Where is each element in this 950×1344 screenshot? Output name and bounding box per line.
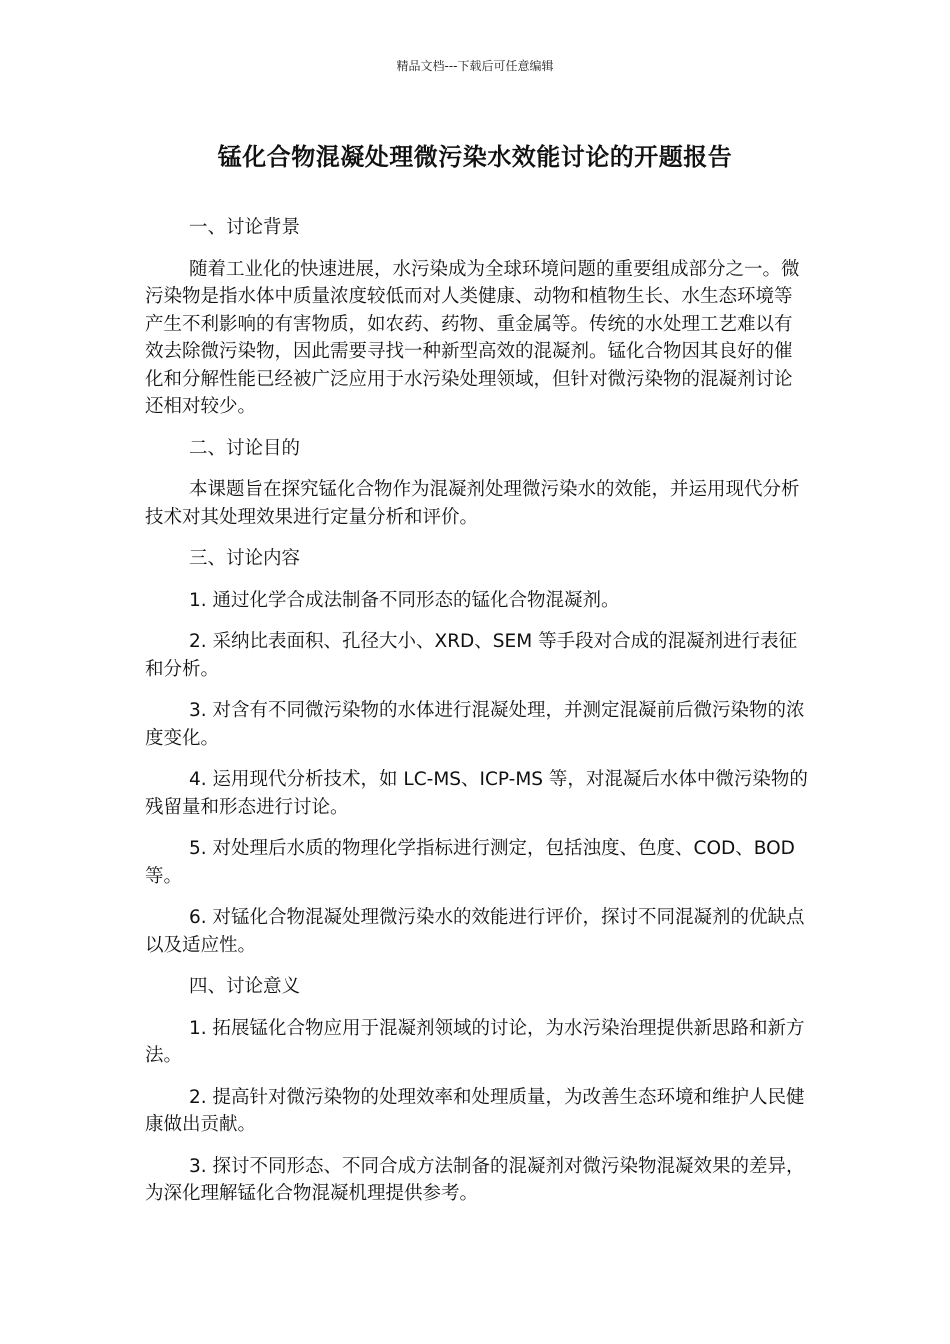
section-heading-purpose: 二、讨论目的 bbox=[189, 437, 301, 459]
content-item-6: 6. 对锰化合物混凝处理微污染水的效能进行评价，探讨不同混凝剂的优缺点以及适应性。 bbox=[145, 907, 805, 956]
significance-item-2: 2. 提高针对微污染物的处理效率和处理质量，为改善生态环境和维护人民健康做出贡献。 bbox=[145, 1086, 805, 1135]
page-header: 精品文档---下载后可任意编辑 bbox=[396, 59, 554, 73]
purpose-paragraph: 本课题旨在探究锰化合物作为混凝剂处理微污染水的效能，并运用现代分析技术对其处理效果进行定量分析和评价。 bbox=[145, 479, 800, 528]
significance-item-1: 1. 拓展锰化合物应用于混凝剂领域的讨论，为水污染治理提供新思路和新方法。 bbox=[145, 1017, 805, 1066]
significance-item-3: 3. 探讨不同形态、不同合成方法制备的混凝剂对微污染物混凝效果的差异，为深化理解锰化合物混凝机理提供参考。 bbox=[145, 1155, 805, 1204]
document-title: 锰化合物混凝处理微污染水效能讨论的开题报告 bbox=[217, 143, 733, 171]
background-paragraph: 随着工业化的快速进展，水污染成为全球环境问题的重要组成部分之一。微污染物是指水体中质量浓度较低而对人类健康、动物和植物生长、水生态环境等产生不利影响的有害物质，如农药、药物、重金属等。传统的水处理工艺难以有效去除微污染物，因此需要寻找一种新型高效的混凝剂。锰化合物因其良好的催化和分解性能已经被广泛应用于水污染处理领域，但针对微污染物的混凝剂讨论还相对较少。 bbox=[145, 258, 800, 417]
content-item-4: 4. 运用现代分析技术，如 LC-MS、ICP-MS 等，对混凝后水体中微污染物的残留量和形态进行讨论。 bbox=[145, 769, 808, 818]
section-heading-significance: 四、讨论意义 bbox=[189, 976, 301, 997]
section-heading-content: 三、讨论内容 bbox=[189, 548, 301, 569]
section-heading-background: 一、讨论背景 bbox=[189, 217, 301, 238]
content-item-3: 3. 对含有不同微污染物的水体进行混凝处理，并测定混凝前后微污染物的浓度变化。 bbox=[145, 700, 805, 749]
content-item-5: 5. 对处理后水质的物理化学指标进行测定，包括浊度、色度、COD、BOD 等。 bbox=[145, 838, 795, 887]
document-body bbox=[145, 214, 809, 1222]
content-item-2: 2. 采纳比表面积、孔径大小、XRD、SEM 等手段对合成的混凝剂进行表征和分析。 bbox=[145, 631, 798, 680]
content-item-1: 1. 通过化学合成法制备不同形态的锰化合物混凝剂。 bbox=[189, 589, 620, 611]
